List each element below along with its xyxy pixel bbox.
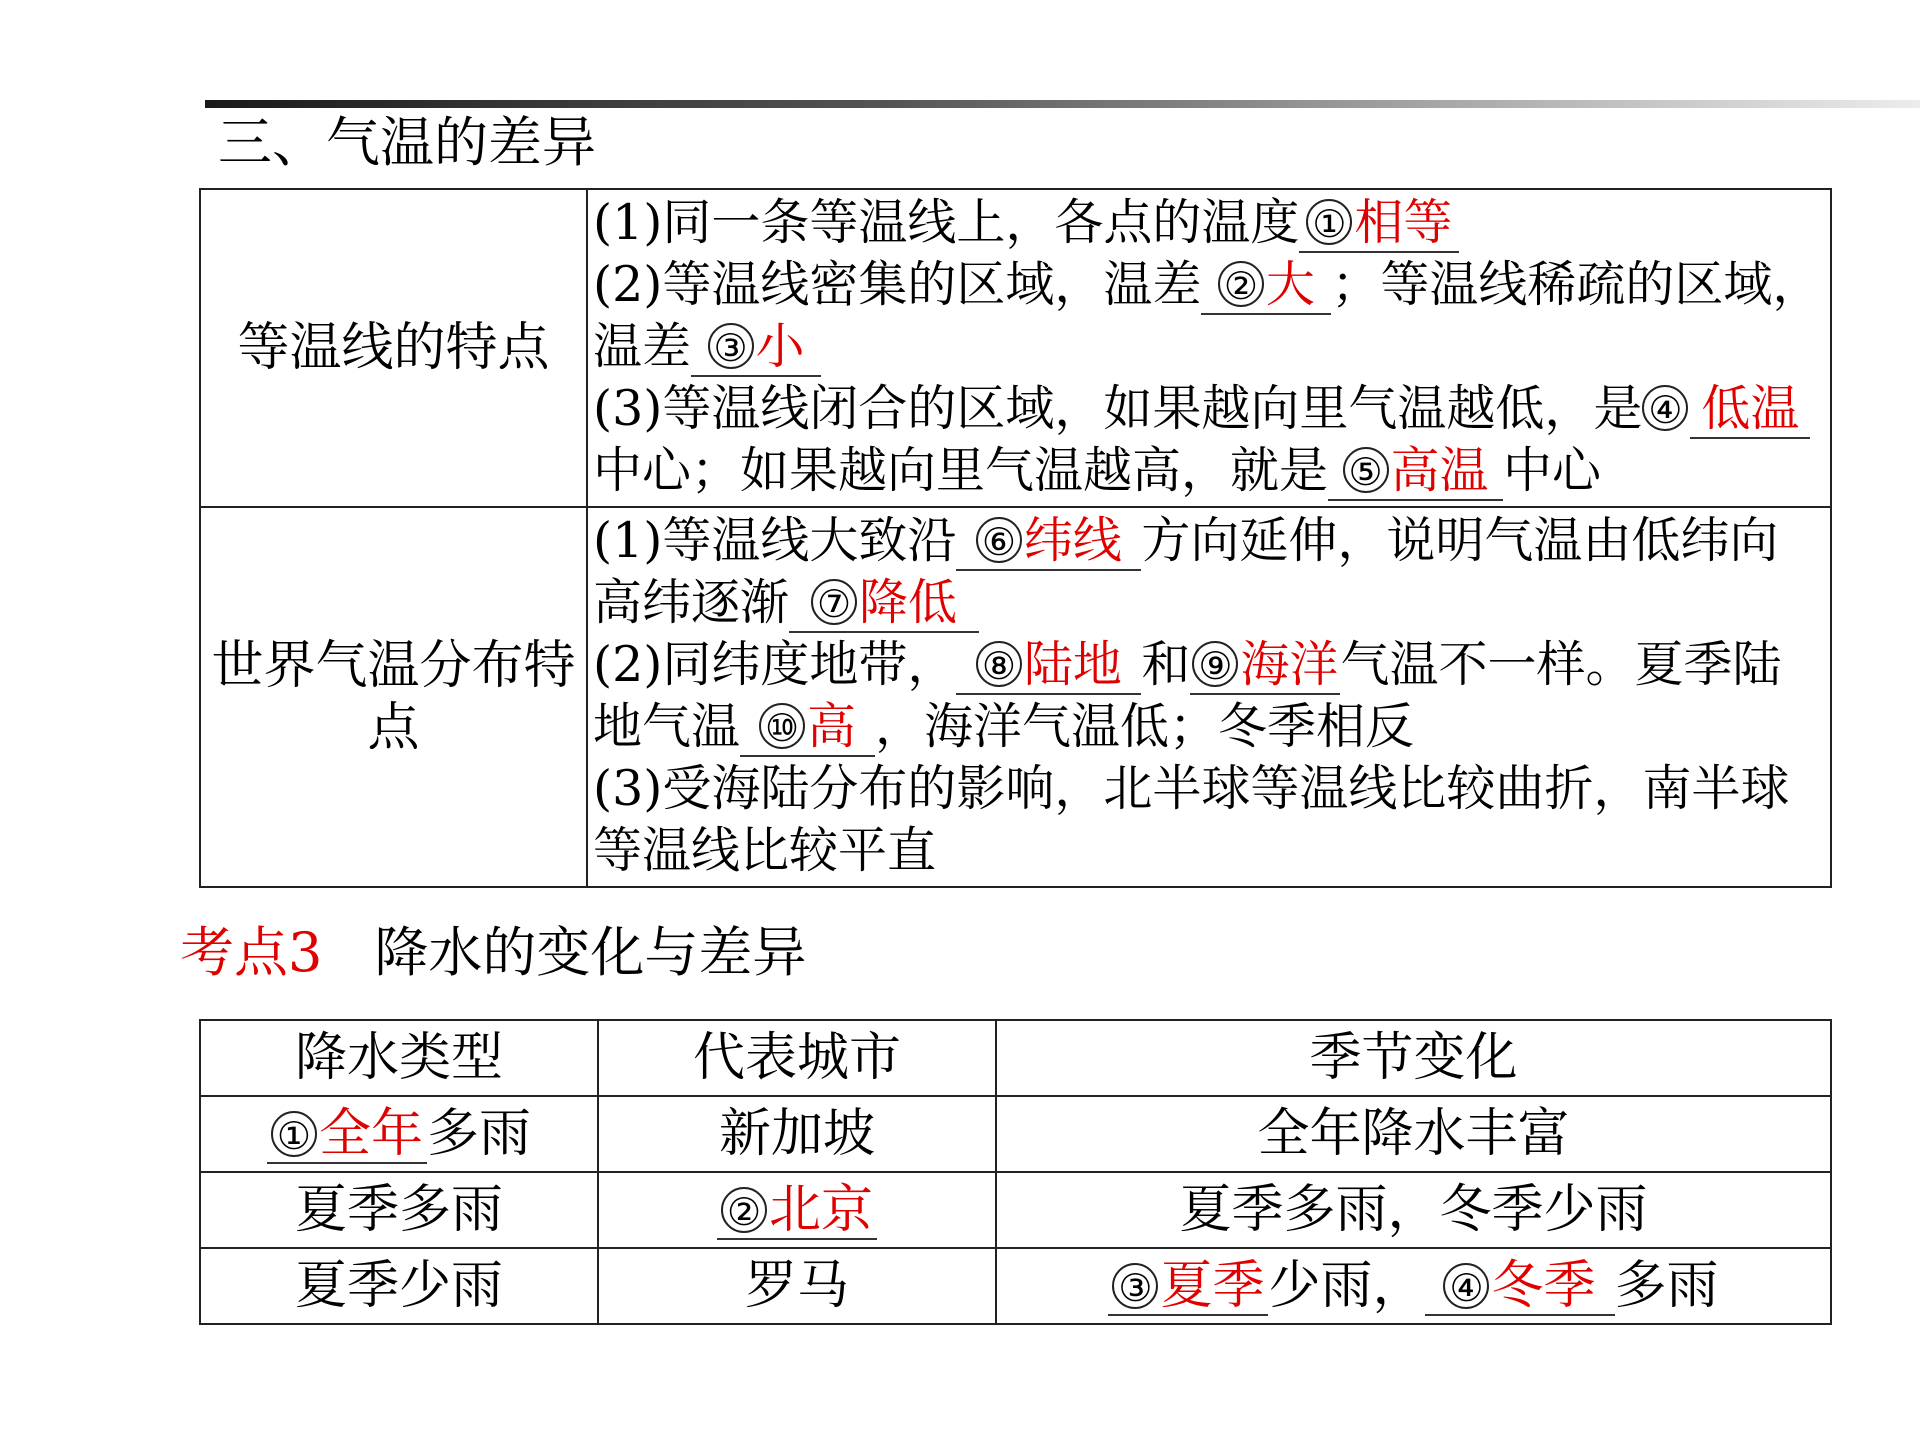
- circled-number: ④: [1642, 385, 1688, 431]
- blank-4: [1690, 381, 1810, 439]
- answer-text: 大: [1265, 256, 1315, 313]
- answer-text: 北京: [768, 1180, 873, 1240]
- isotherm-point-3: [593, 378, 1826, 502]
- blank-7: [789, 575, 979, 633]
- cell-type: 夏季少雨: [200, 1248, 598, 1324]
- circled-number: ⑦: [811, 579, 857, 625]
- point-text: ，海洋气温低；冬季相反: [875, 698, 1415, 755]
- circled-number: ①: [271, 1111, 317, 1157]
- world-point-2: [593, 634, 1826, 758]
- answer-text: 相等: [1354, 194, 1453, 251]
- table-row: [200, 1248, 1831, 1324]
- point-text: 中心: [1503, 442, 1602, 499]
- answer-text: 夏季: [1160, 1256, 1265, 1316]
- isotherm-content: [587, 189, 1831, 507]
- answer-text: 全年: [318, 1104, 423, 1164]
- table-row: [200, 189, 1831, 507]
- point-text: 和: [1141, 636, 1191, 693]
- blank-2: [1201, 257, 1331, 315]
- circled-number: ②: [721, 1187, 767, 1233]
- point-text: 方向延伸，说明气温由低纬向高纬逐渐: [593, 512, 1779, 631]
- cell-city: 新加坡: [598, 1096, 996, 1172]
- blank-5: [1328, 443, 1503, 501]
- circled-number: ⑧: [976, 641, 1022, 687]
- world-content: [587, 507, 1831, 887]
- header-season: 季节变化: [996, 1020, 1831, 1096]
- blank-p4: [1425, 1258, 1615, 1316]
- answer-text: 高温: [1390, 442, 1489, 499]
- circled-number: ③: [1112, 1263, 1158, 1309]
- answer-text: 陆地: [1023, 636, 1122, 693]
- table-header-row: [200, 1020, 1831, 1096]
- cell-city: [598, 1172, 996, 1248]
- blank-9: [1190, 637, 1340, 695]
- circled-number: ①: [1306, 199, 1352, 245]
- cell-type: [200, 1096, 598, 1172]
- point-text: (3)等温线闭合的区域，如果越向里气温越低，是: [593, 380, 1643, 437]
- header-type: 降水类型: [200, 1020, 598, 1096]
- kaodian-title: 降水的变化与差异: [374, 921, 807, 984]
- circled-number: ⑨: [1192, 641, 1238, 687]
- temperature-difference-table: [199, 188, 1832, 888]
- precipitation-table: [199, 1019, 1832, 1325]
- kaodian-number: 考点3: [180, 921, 323, 984]
- blank-p1: [267, 1106, 427, 1164]
- table-row: [200, 507, 1831, 887]
- answer-text: 冬季: [1491, 1256, 1596, 1316]
- blank-p2: [717, 1182, 877, 1240]
- blank-8: [956, 637, 1141, 695]
- point-text: 中心；如果越向里气温越高，就是: [593, 442, 1329, 499]
- circled-number: ⑥: [976, 517, 1022, 563]
- table-row: [200, 1096, 1831, 1172]
- table-row: [200, 1172, 1831, 1248]
- answer-text: 纬线: [1023, 512, 1122, 569]
- blank-6: [956, 513, 1141, 571]
- cell-type: 夏季多雨: [200, 1172, 598, 1248]
- answer-text: 小: [755, 318, 805, 375]
- cell-season: [996, 1248, 1831, 1324]
- point-text: ；等温线稀疏的区域，温差: [593, 256, 1822, 375]
- point-text: (1)等温线大致沿: [593, 512, 957, 569]
- isotherm-point-2: [593, 254, 1826, 378]
- circled-number: ⑤: [1343, 447, 1389, 493]
- blank-p3: [1108, 1258, 1268, 1316]
- header-city: 代表城市: [598, 1020, 996, 1096]
- cell-season: 夏季多雨，冬季少雨: [996, 1172, 1831, 1248]
- cell-text: 多雨: [1614, 1256, 1719, 1316]
- blank-1: [1299, 195, 1459, 253]
- point-text: 气温不一样。夏季陆地气温: [593, 636, 1782, 755]
- answer-text: 高: [807, 698, 857, 755]
- cell-city: 罗马: [598, 1248, 996, 1324]
- cell-season: 全年降水丰富: [996, 1096, 1831, 1172]
- point-text: (2)同纬度地带，: [593, 636, 957, 693]
- world-point-3: (3)受海陆分布的影响，北半球等温线比较曲折，南半球等温线比较平直: [593, 760, 1790, 879]
- answer-text: 降低: [859, 574, 958, 631]
- world-point-1: [593, 510, 1826, 634]
- row-label-isotherm: 等温线的特点: [200, 189, 587, 507]
- point-text: (2)等温线密集的区域，温差: [593, 256, 1202, 313]
- circled-number: ④: [1443, 1263, 1489, 1309]
- point-text: (1)同一条等温线上，各点的温度: [593, 194, 1300, 251]
- isotherm-point-1: [593, 192, 1826, 254]
- cell-text: 多雨: [426, 1104, 531, 1164]
- circled-number: ⑩: [759, 703, 805, 749]
- blank-3: [691, 319, 821, 377]
- section-title: 三、气温的差异: [218, 111, 596, 174]
- circled-number: ②: [1218, 261, 1264, 307]
- blank-10: [740, 699, 875, 757]
- top-divider-bar: [205, 100, 1920, 108]
- row-label-world: 世界气温分布特点: [200, 507, 587, 887]
- answer-text: 海洋: [1240, 636, 1339, 693]
- circled-number: ③: [708, 323, 754, 369]
- answer-text: 低温: [1701, 380, 1800, 437]
- cell-text: 少雨，: [1268, 1256, 1425, 1316]
- kaodian-heading: [180, 918, 806, 988]
